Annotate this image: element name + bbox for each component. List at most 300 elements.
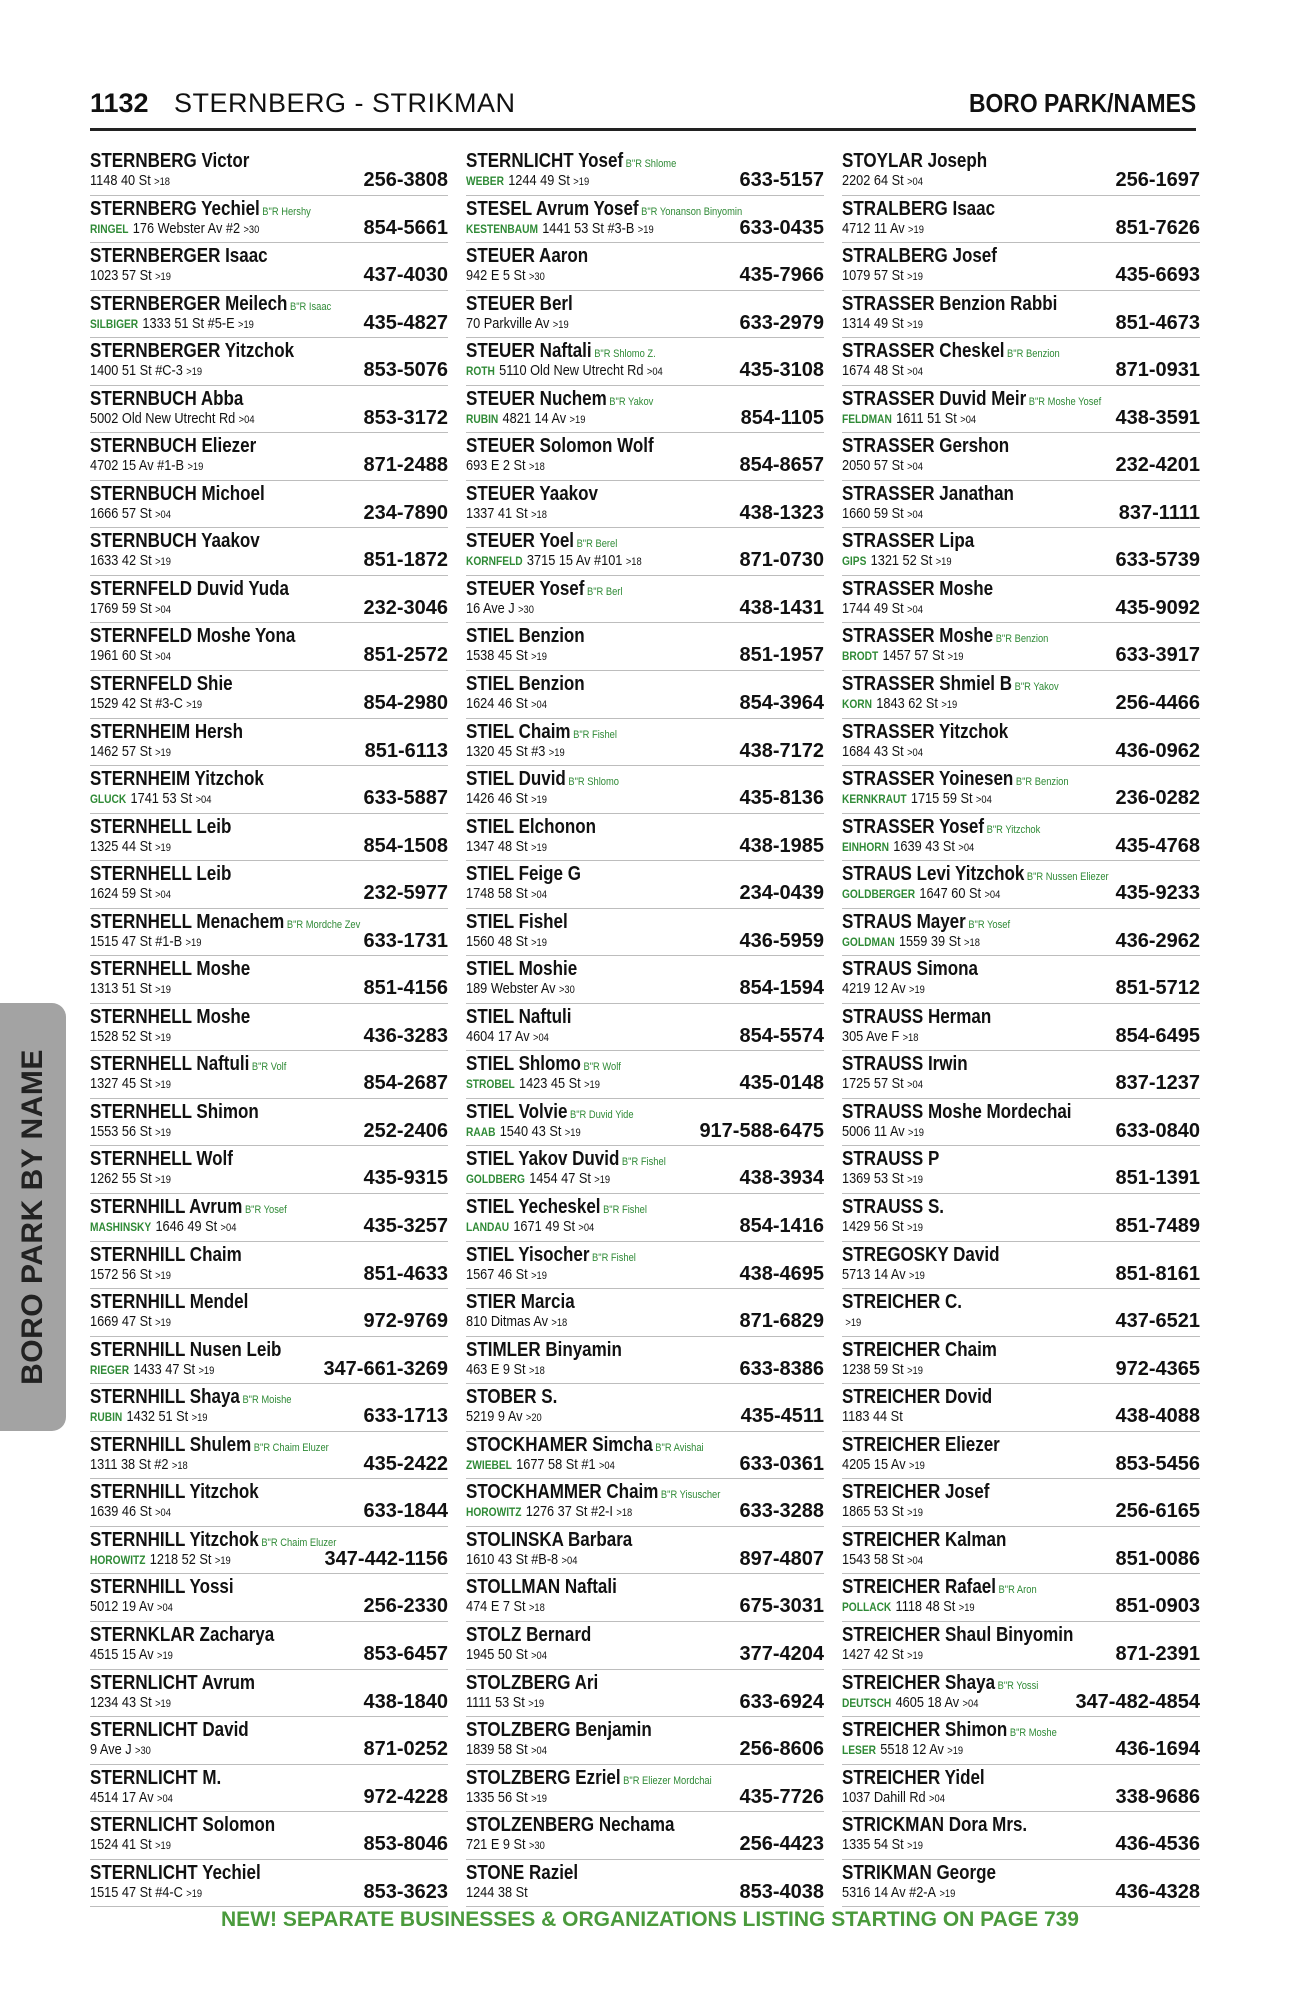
family-name: EINHORN	[842, 839, 890, 854]
family-name: LANDAU	[466, 1220, 510, 1235]
phone-number: 347-442-1156	[324, 1547, 448, 1570]
street-address: 1244 38 St	[466, 1883, 528, 1901]
listing-entry	[842, 1432, 1200, 1480]
phone-number: 675-3031	[739, 1595, 824, 1618]
street-address: 1528 52 St	[90, 1027, 152, 1045]
person-name: STERNHILL Yitzchok	[90, 1528, 259, 1551]
street-address: 1335 54 St	[842, 1836, 904, 1854]
phone-number: 851-0086	[1115, 1547, 1200, 1570]
zip-code: >04	[960, 413, 977, 426]
listing-entry	[842, 1289, 1200, 1337]
listing-entry	[90, 1004, 448, 1052]
person-name: STERNBERG Victor	[90, 150, 250, 172]
person-name: STERNHELL Leib	[90, 815, 232, 838]
listing-address	[842, 743, 923, 762]
listing-entry	[466, 1289, 824, 1337]
person-name: STRASSER Lipa	[842, 530, 975, 553]
person-name: STEUER Nuchem	[466, 387, 607, 410]
listing-name	[842, 1481, 989, 1503]
person-name: STERNHEIM Hersh	[90, 720, 244, 743]
person-name: STERNLICHT Yechiel	[90, 1861, 261, 1884]
person-name: STRASSER Duvid Meir	[842, 387, 1027, 410]
street-address: 1369 53 St	[842, 1170, 904, 1188]
person-name: STONE Raziel	[466, 1861, 579, 1884]
listing-name	[466, 435, 654, 457]
family-name: GIPS	[842, 554, 867, 569]
page-header	[90, 86, 1196, 131]
listing-name	[90, 1148, 233, 1170]
listing-entry	[842, 148, 1200, 196]
zip-code: >19	[155, 271, 171, 284]
listing-entry	[90, 1574, 448, 1622]
listing-name	[466, 1386, 557, 1408]
listing-entry	[90, 386, 448, 434]
person-name: STRAUS Simona	[842, 958, 979, 981]
listing-entry	[466, 1670, 824, 1718]
listing-address	[90, 695, 202, 714]
person-name: STREICHER Josef	[842, 1481, 990, 1504]
zip-code: >19	[155, 984, 171, 997]
street-address: 1744 49 St	[842, 599, 904, 617]
listing-name	[466, 245, 588, 267]
person-name: STEUER Berl	[466, 292, 573, 315]
phone-number: 633-1731	[363, 929, 448, 952]
listing-address	[842, 1694, 978, 1713]
listing-entry	[842, 1004, 1200, 1052]
listing-address	[90, 1123, 171, 1142]
listing-entry	[466, 148, 824, 196]
listing-entry	[466, 386, 824, 434]
ben-reb-note: B"R Yisuscher	[660, 1489, 721, 1502]
street-address: 721 E 9 St	[466, 1836, 526, 1854]
zip-code: >04	[958, 841, 975, 854]
listing-name	[842, 1148, 939, 1170]
zip-code: >19	[564, 1126, 581, 1139]
phone-number: 851-1872	[363, 549, 448, 572]
listing-address	[842, 505, 923, 524]
person-name: STREICHER Shaya	[842, 1671, 996, 1694]
listing-name	[466, 1339, 622, 1361]
phone-number: 435-3257	[363, 1215, 448, 1238]
person-name: STRASSER Benzion Rabbi	[842, 292, 1058, 315]
listing-address	[90, 1503, 171, 1522]
zip-code: >18	[902, 1031, 919, 1044]
phone-number: 851-4673	[1115, 311, 1200, 334]
listing-name	[90, 1624, 274, 1646]
ben-reb-note: B"R Aron	[998, 1584, 1037, 1597]
listing-name	[466, 1291, 575, 1313]
zip-code: >19	[552, 318, 569, 331]
street-address: 5012 19 Av	[90, 1598, 154, 1616]
street-address: 5006 11 Av	[842, 1122, 905, 1140]
street-address: 693 E 2 St	[466, 457, 526, 475]
phone-number: 435-8136	[739, 787, 824, 810]
listing-address	[466, 1551, 577, 1570]
phone-number: 851-7489	[1115, 1215, 1200, 1238]
listing-address	[466, 1456, 615, 1475]
phone-number: 871-0252	[363, 1738, 448, 1761]
zip-code: >19	[569, 413, 586, 426]
zip-code: >30	[243, 223, 260, 236]
person-name: STOLINSKA Barbara	[466, 1528, 633, 1551]
listing-address	[90, 1313, 171, 1332]
listing-entry	[90, 1765, 448, 1813]
listing-entry	[90, 1622, 448, 1670]
listing-address	[466, 980, 575, 999]
person-name: STREICHER Shaul Binyomin	[842, 1623, 1074, 1646]
zip-code: >19	[155, 746, 171, 759]
person-name: STERNBUCH Eliezer	[90, 435, 257, 458]
street-address: 5219 9 Av	[466, 1408, 523, 1426]
zip-code: >19	[947, 651, 964, 664]
person-name: STREICHER Yidel	[842, 1766, 985, 1789]
listing-address	[842, 1503, 923, 1522]
listing-address	[842, 1266, 925, 1285]
listing-entry	[842, 243, 1200, 291]
listing-name	[90, 1767, 221, 1789]
person-name: STIEL Fishel	[466, 910, 568, 933]
listing-entry	[466, 1337, 824, 1385]
ben-reb-note: B"R Fishel	[603, 1204, 647, 1217]
listing-name	[90, 1291, 248, 1313]
listing-address	[90, 172, 170, 191]
listing-entry	[90, 148, 448, 196]
listing-address	[90, 457, 203, 476]
street-address: 1633 42 St	[90, 552, 152, 570]
listing-entry	[466, 338, 824, 386]
person-name: STERNHILL Yossi	[90, 1576, 234, 1599]
zip-code: >04	[531, 1649, 547, 1662]
ben-reb-note: B"R Benzion	[1007, 348, 1060, 361]
phone-number: 435-4827	[363, 311, 448, 334]
listing-name	[466, 1576, 617, 1598]
phone-number: 377-4204	[739, 1642, 824, 1665]
listing-entry	[466, 1479, 824, 1527]
zip-code: >19	[907, 271, 923, 284]
person-name: STREICHER Dovid	[842, 1386, 993, 1409]
listing-address	[466, 600, 534, 619]
listing-name	[90, 1576, 234, 1598]
zip-code: >04	[907, 746, 923, 759]
listing-entry	[842, 766, 1200, 814]
listing-name	[466, 1719, 652, 1741]
street-address: 1843 62 St	[876, 695, 938, 713]
ben-reb-note: B"R Yosef	[244, 1204, 287, 1217]
listing-name	[90, 816, 231, 838]
zip-code: >04	[531, 699, 547, 712]
phone-number: 236-0282	[1115, 787, 1200, 810]
street-address: 4219 12 Av	[842, 980, 906, 998]
phone-number: 436-3283	[363, 1024, 448, 1047]
listing-name	[90, 721, 243, 743]
listing-entry	[90, 528, 448, 576]
phone-number: 972-4228	[363, 1785, 448, 1808]
listing-entry	[842, 1765, 1200, 1813]
person-name: STRAUS Levi Yitzchok	[842, 863, 1025, 886]
listing-entry	[466, 1004, 824, 1052]
ben-reb-note: B"R Yonanson Binyomin	[641, 205, 743, 218]
listing-address	[842, 1741, 963, 1760]
listing-address	[466, 172, 589, 191]
zip-code: >04	[195, 794, 212, 807]
family-name: RIEGER	[90, 1362, 130, 1377]
listing-address	[842, 1836, 923, 1855]
street-address: 1347 48 St	[466, 837, 528, 855]
listing-entry	[466, 1432, 824, 1480]
zip-code: >19	[155, 841, 171, 854]
street-address: 1037 Dahill Rd	[842, 1788, 926, 1806]
zip-code: >04	[907, 508, 923, 521]
listing-address	[842, 1884, 955, 1903]
ben-reb-note: B"R Duvid Yide	[569, 1108, 634, 1121]
street-address: 3715 15 Av #101	[526, 552, 623, 570]
person-name: STOLZ Bernard	[466, 1623, 592, 1646]
zip-code: >04	[962, 1697, 979, 1710]
listing-address	[466, 1170, 610, 1189]
listing-entry	[90, 1146, 448, 1194]
family-name: KORNFELD	[466, 554, 523, 569]
zip-code: >18	[964, 936, 980, 949]
street-address: 189 Webster Av	[466, 980, 556, 998]
listing-entry	[466, 1860, 824, 1908]
listing-address	[842, 1075, 923, 1094]
listing-entry	[466, 1527, 824, 1575]
listing-address	[842, 410, 976, 429]
zip-code: >18	[551, 1317, 568, 1330]
listing-entry	[90, 814, 448, 862]
listing-address	[466, 1598, 545, 1617]
phone-number: 436-5959	[739, 929, 824, 952]
street-address: 1313 51 St	[90, 980, 152, 998]
street-address: 1321 52 St	[870, 552, 933, 570]
listing-entry	[466, 719, 824, 767]
listing-column-1	[90, 148, 448, 1907]
street-address: 1647 60 St	[919, 885, 982, 903]
listing-name	[842, 1339, 997, 1361]
zip-code: >19	[907, 1840, 923, 1853]
zip-code: >19	[907, 1222, 923, 1235]
listing-name	[90, 1814, 275, 1836]
listing-entry	[842, 481, 1200, 529]
zip-code: >19	[907, 1174, 923, 1187]
listing-address	[466, 1884, 528, 1902]
listing-entry	[842, 1337, 1200, 1385]
phone-number: 633-0840	[1115, 1119, 1200, 1142]
phone-number: 851-6113	[364, 739, 448, 762]
listing-name	[466, 1006, 571, 1028]
listing-address	[90, 1741, 151, 1760]
zip-code: >18	[528, 1602, 545, 1615]
listing-entry	[466, 1384, 824, 1432]
person-name: STERNLICHT David	[90, 1719, 249, 1742]
person-name: STOLLMAN Naftali	[466, 1576, 617, 1599]
phone-number: 853-3623	[363, 1880, 448, 1903]
person-name: STERNHELL Shimon	[90, 1100, 259, 1123]
family-name: KERNKRAUT	[842, 792, 907, 807]
listing-address	[842, 1313, 861, 1332]
person-name: STERNLICHT Yosef	[466, 150, 624, 172]
phone-number: 436-4328	[1115, 1880, 1200, 1903]
zip-code: >19	[908, 1459, 925, 1472]
listing-address	[90, 1694, 171, 1713]
zip-code: >04	[156, 1792, 173, 1805]
person-name: STERNBERGER Isaac	[90, 245, 268, 268]
zip-code: >19	[155, 1126, 171, 1139]
family-name: GLUCK	[90, 792, 127, 807]
street-address: 1865 53 St	[842, 1503, 904, 1521]
listing-entry	[842, 1194, 1200, 1242]
street-address: 4712 11 Av	[842, 219, 905, 237]
listing-address	[842, 172, 923, 191]
street-address: 1111 53 St	[466, 1693, 525, 1711]
street-address: 474 E 7 St	[466, 1598, 526, 1616]
family-name: GOLDBERGER	[842, 887, 916, 902]
listing-entry	[466, 814, 824, 862]
listing-entry	[842, 623, 1200, 671]
phone-number: 853-5456	[1115, 1452, 1200, 1475]
listing-address	[90, 1408, 207, 1427]
phone-number: 232-3046	[363, 596, 448, 619]
street-address: 1540 43 St	[499, 1122, 562, 1140]
listing-name	[90, 863, 231, 885]
listing-address	[466, 695, 547, 714]
phone-number: 854-2980	[363, 692, 448, 715]
listing-address	[90, 600, 171, 619]
street-address: 1238 59 St	[842, 1360, 904, 1378]
phone-number: 633-1713	[363, 1405, 448, 1428]
listing-name	[90, 435, 256, 457]
street-address: 4514 17 Av	[90, 1788, 154, 1806]
zip-code: >19	[185, 936, 202, 949]
section-side-tab[interactable]	[0, 1003, 66, 1431]
phone-number: 633-3288	[739, 1500, 824, 1523]
person-name: STOLZBERG Ezriel	[466, 1766, 621, 1789]
phone-number: 633-6924	[739, 1690, 824, 1713]
listing-entry	[842, 433, 1200, 481]
listing-address	[90, 933, 201, 952]
family-name: ZWIEBEL	[466, 1457, 512, 1472]
street-address: 1961 60 St	[90, 647, 152, 665]
listing-name	[842, 1053, 968, 1075]
listing-entry	[466, 291, 824, 339]
street-address: 1677 58 St #1	[516, 1455, 596, 1473]
listing-address	[842, 220, 924, 239]
person-name: STIEL Yakov Duvid	[466, 1148, 620, 1171]
street-address: 1079 57 St	[842, 267, 904, 285]
street-address: 1234 43 St	[90, 1693, 152, 1711]
family-name: GOLDMAN	[842, 934, 895, 949]
street-address: 1669 47 St	[90, 1313, 152, 1331]
person-name: STOLZBERG Benjamin	[466, 1719, 652, 1742]
listing-entry	[90, 1051, 448, 1099]
listing-address	[466, 1361, 545, 1380]
zip-code: >18	[171, 1459, 188, 1472]
listing-entry	[466, 1194, 824, 1242]
phone-number: 853-5076	[363, 359, 448, 382]
person-name: STRASSER Janathan	[842, 482, 1014, 505]
family-name: STROBEL	[466, 1077, 515, 1092]
person-name: STIEL Elchonon	[466, 815, 597, 838]
phone-number: 256-1697	[1115, 169, 1200, 191]
zip-code: >19	[155, 1840, 171, 1853]
listing-address	[842, 600, 923, 619]
listing-name	[842, 1529, 1006, 1551]
street-address: 4821 14 Av	[502, 409, 567, 427]
listing-address	[842, 838, 974, 857]
ben-reb-note: B"R Fishel	[621, 1156, 666, 1169]
zip-code: >18	[528, 461, 545, 474]
listing-entry	[90, 719, 448, 767]
listing-entry	[466, 1765, 824, 1813]
ben-reb-note: B"R Chaim Eluzer	[253, 1441, 329, 1454]
family-name: HOROWITZ	[466, 1505, 522, 1520]
person-name: STRASSER Moshe	[842, 577, 994, 600]
zip-code: >04	[561, 1554, 578, 1567]
zip-code: >19	[958, 1602, 975, 1615]
phone-number: 633-5157	[739, 169, 824, 191]
street-address: 5518 12 Av	[880, 1741, 944, 1759]
person-name: STIEL Moshie	[466, 958, 578, 981]
person-name: STRAUSS P	[842, 1148, 940, 1171]
person-name: STIER Marcia	[466, 1291, 575, 1314]
listing-name	[842, 958, 978, 980]
phone-number: 435-9233	[1115, 882, 1200, 905]
street-address: 1529 42 St #3-C	[90, 695, 183, 713]
street-address: 1624 59 St	[90, 885, 152, 903]
phone-number: 854-1594	[739, 977, 824, 1000]
listing-entry	[842, 1099, 1200, 1147]
ben-reb-note: B"R Chaim Eluzer	[261, 1536, 337, 1549]
zip-code: >18	[528, 1364, 545, 1377]
listing-entry	[90, 1812, 448, 1860]
listing-entry	[90, 1527, 448, 1575]
person-name: STOLZBERG Ari	[466, 1671, 599, 1694]
zip-code: >04	[929, 1792, 945, 1805]
listing-name	[90, 625, 295, 647]
ben-reb-note: B"R Hershy	[262, 205, 311, 218]
listing-address	[90, 1075, 171, 1094]
listing-name	[466, 673, 585, 695]
zip-code: >19	[155, 1174, 171, 1187]
listing-entry	[842, 338, 1200, 386]
listing-entry	[842, 1717, 1200, 1765]
phone-number: 435-7966	[739, 264, 824, 287]
person-name: STIEL Duvid	[466, 768, 566, 791]
listing-entry	[90, 1432, 448, 1480]
zip-code: >04	[984, 889, 1001, 902]
ben-reb-note: B"R Isaac	[289, 300, 332, 313]
listing-name	[90, 1101, 259, 1123]
listing-address	[90, 1028, 171, 1047]
zip-code: >04	[155, 651, 171, 664]
listing-entry	[466, 861, 824, 909]
person-name: STERNBERG Yechiel	[90, 197, 260, 220]
listing-address	[466, 457, 545, 476]
phone-number: 435-7726	[739, 1785, 824, 1808]
listing-entry	[90, 291, 448, 339]
family-name: SILBIGER	[90, 316, 139, 331]
person-name: STEUER Naftali	[466, 340, 592, 363]
ben-reb-note: B"R Mordche Zev	[286, 918, 361, 931]
phone-number: 438-1985	[739, 834, 824, 857]
listing-name	[842, 1006, 991, 1028]
phone-number: 851-5712	[1115, 977, 1200, 1000]
listing-name	[466, 1672, 598, 1694]
phone-number: 871-2488	[363, 454, 448, 477]
phone-number: 256-3808	[363, 169, 448, 191]
listing-address	[90, 1789, 173, 1808]
family-name: BRODT	[842, 649, 879, 664]
